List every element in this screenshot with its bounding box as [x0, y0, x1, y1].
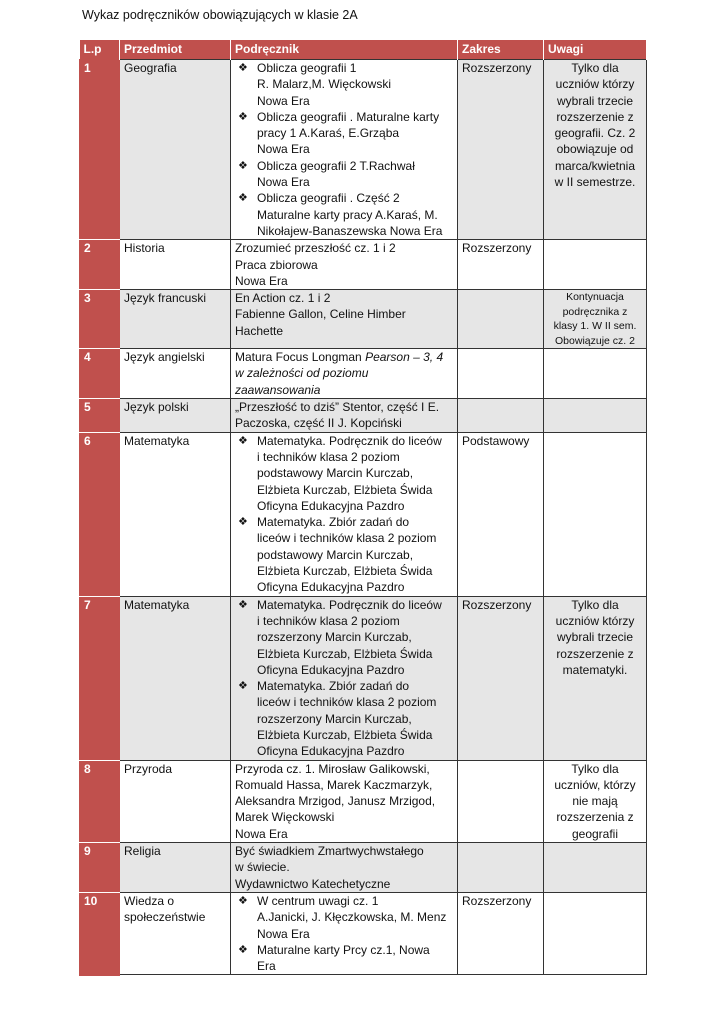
notes-cell	[544, 240, 647, 290]
book-item: ❖ Matematyka. Podręcznik do liceów i techników klasa 2 poziom podstawowy Marcin Kurczab, Elżbieta Kurczab, Elżbieta Świda Oficyna Edukacyjna Pazdro	[235, 433, 453, 514]
book-cell	[231, 432, 458, 596]
subject-cell: Matematyka	[120, 596, 231, 760]
notes-cell	[544, 399, 647, 433]
subject-cell: Język francuski	[120, 290, 231, 349]
subject-cell: Język polski	[120, 399, 231, 433]
textbook-table	[79, 40, 647, 976]
notes-cell: Tylko dla uczniów którzy wybrali trzecie rozszerzenie z matematyki.	[544, 596, 647, 760]
book-item: ❖ Oblicza geografii 1 R. Malarz,M. Więckowski Nowa Era	[235, 60, 453, 109]
notes-cell: Tylko dla uczniów którzy wybrali trzecie rozszerzenie z geografii. Cz. 2 obowiązuje od marca/kwietnia w II semestrze.	[544, 60, 647, 240]
row-number: 5	[80, 399, 120, 433]
notes-cell: Kontynuacja podręcznika z klasy 1. W II sem. Obowiązuje cz. 2	[544, 290, 647, 349]
book-cell: „Przeszłość to dziś” Stentor, część I E. Paczoska, część II J. Kopciński	[231, 399, 458, 433]
scope-cell	[458, 349, 544, 399]
scope-cell: Rozszerzony	[458, 240, 544, 290]
page-title: Wykaz podręczników obowiązujących w klasie 2A	[82, 8, 358, 22]
book-cell	[231, 596, 458, 760]
scope-cell: Rozszerzony	[458, 892, 544, 974]
table-row	[80, 349, 647, 399]
scope-cell: Rozszerzony	[458, 60, 544, 240]
subject-cell: Geografia	[120, 60, 231, 240]
table-row	[80, 596, 647, 760]
book-item: ❖ Oblicza geografii . Maturalne karty pracy 1 A.Karaś, E.Grząba Nowa Era	[235, 109, 453, 158]
table-row	[80, 399, 647, 433]
book-item: ❖ Matematyka. Podręcznik do liceów i techników klasa 2 poziom rozszerzony Marcin Kurczab, Elżbieta Kurczab, Elżbieta Świda Oficyna Edukacyjna Pazdro	[235, 597, 453, 678]
subject-cell: Język angielski	[120, 349, 231, 399]
notes-cell: Tylko dla uczniów, którzy nie mają rozszerzenia z geografii	[544, 760, 647, 842]
table-row	[80, 240, 647, 290]
book-item: ❖ Matematyka. Zbiór zadań do liceów i techników klasa 2 poziom rozszerzony Marcin Kurczab, Elżbieta Kurczab, Elżbieta Świda Oficyna Edukacyjna Pazdro	[235, 678, 453, 759]
notes-cell	[544, 349, 647, 399]
notes-cell	[544, 892, 647, 974]
book-item: ❖ Oblicza geografii . Część 2 Maturalne karty pracy A.Karaś, M. Nikołajew-Banaszewska Nowa Era	[235, 190, 453, 239]
row-number: 10	[80, 892, 120, 974]
scope-cell	[458, 399, 544, 433]
notes-cell	[544, 432, 647, 596]
subject-cell: Przyroda	[120, 760, 231, 842]
header-lp: L.p	[80, 40, 120, 60]
row-number: 8	[80, 760, 120, 842]
header-notes: Uwagi	[544, 40, 647, 60]
book-cell: Zrozumieć przeszłość cz. 1 i 2 Praca zbiorowa Nowa Era	[231, 240, 458, 290]
notes-cell	[544, 843, 647, 893]
scope-cell	[458, 290, 544, 349]
row-number: 1	[80, 60, 120, 240]
row-number: 4	[80, 349, 120, 399]
book-list	[235, 60, 453, 239]
table-row	[80, 432, 647, 596]
subject-cell: Wiedza o społeczeństwie	[120, 892, 231, 974]
subject-cell: Religia	[120, 843, 231, 893]
subject-cell: Historia	[120, 240, 231, 290]
row-number: 7	[80, 596, 120, 760]
header-book: Podręcznik	[231, 40, 458, 60]
table-row	[80, 290, 647, 349]
book-cell: Matura Focus Longman Pearson – 3, 4 w zależności od poziomu zaawansowania	[231, 349, 458, 399]
book-item: ❖ Matematyka. Zbiór zadań do liceów i techników klasa 2 poziom podstawowy Marcin Kurczab, Elżbieta Kurczab, Elżbieta Świda Oficyna Edukacyjna Pazdro	[235, 514, 453, 595]
scope-cell: Podstawowy	[458, 432, 544, 596]
header-subject: Przedmiot	[120, 40, 231, 60]
scope-cell	[458, 760, 544, 842]
book-cell: Być świadkiem Zmartwychwstałego w świecie. Wydawnictwo Katechetyczne	[231, 843, 458, 893]
row-number: 2	[80, 240, 120, 290]
book-list	[235, 433, 453, 596]
table-row	[80, 60, 647, 240]
table-row	[80, 760, 647, 842]
book-item: ❖ Maturalne karty Prcy cz.1, Nowa Era	[235, 942, 453, 975]
row-number: 3	[80, 290, 120, 349]
row-number: 9	[80, 843, 120, 893]
subject-cell: Matematyka	[120, 432, 231, 596]
book-cell: En Action cz. 1 i 2 Fabienne Gallon, Celine Himber Hachette	[231, 290, 458, 349]
header-scope: Zakres	[458, 40, 544, 60]
row-number: 6	[80, 432, 120, 596]
scope-cell	[458, 843, 544, 893]
table-header-row	[80, 40, 647, 60]
book-item: ❖ Oblicza geografii 2 T.Rachwał Nowa Era	[235, 158, 453, 191]
table-row	[80, 843, 647, 893]
scope-cell: Rozszerzony	[458, 596, 544, 760]
book-list	[235, 893, 453, 974]
book-item: ❖ W centrum uwagi cz. 1 A.Janicki, J. Kłęczkowska, M. Menz Nowa Era	[235, 893, 453, 942]
book-list	[235, 597, 453, 760]
book-cell	[231, 892, 458, 974]
book-cell	[231, 60, 458, 240]
table-row	[80, 892, 647, 974]
book-cell: Przyroda cz. 1. Mirosław Galikowski, Romuald Hassa, Marek Kaczmarzyk, Aleksandra Mrzigod, Janusz Mrzigod, Marek Więckowski Nowa Era	[231, 760, 458, 842]
